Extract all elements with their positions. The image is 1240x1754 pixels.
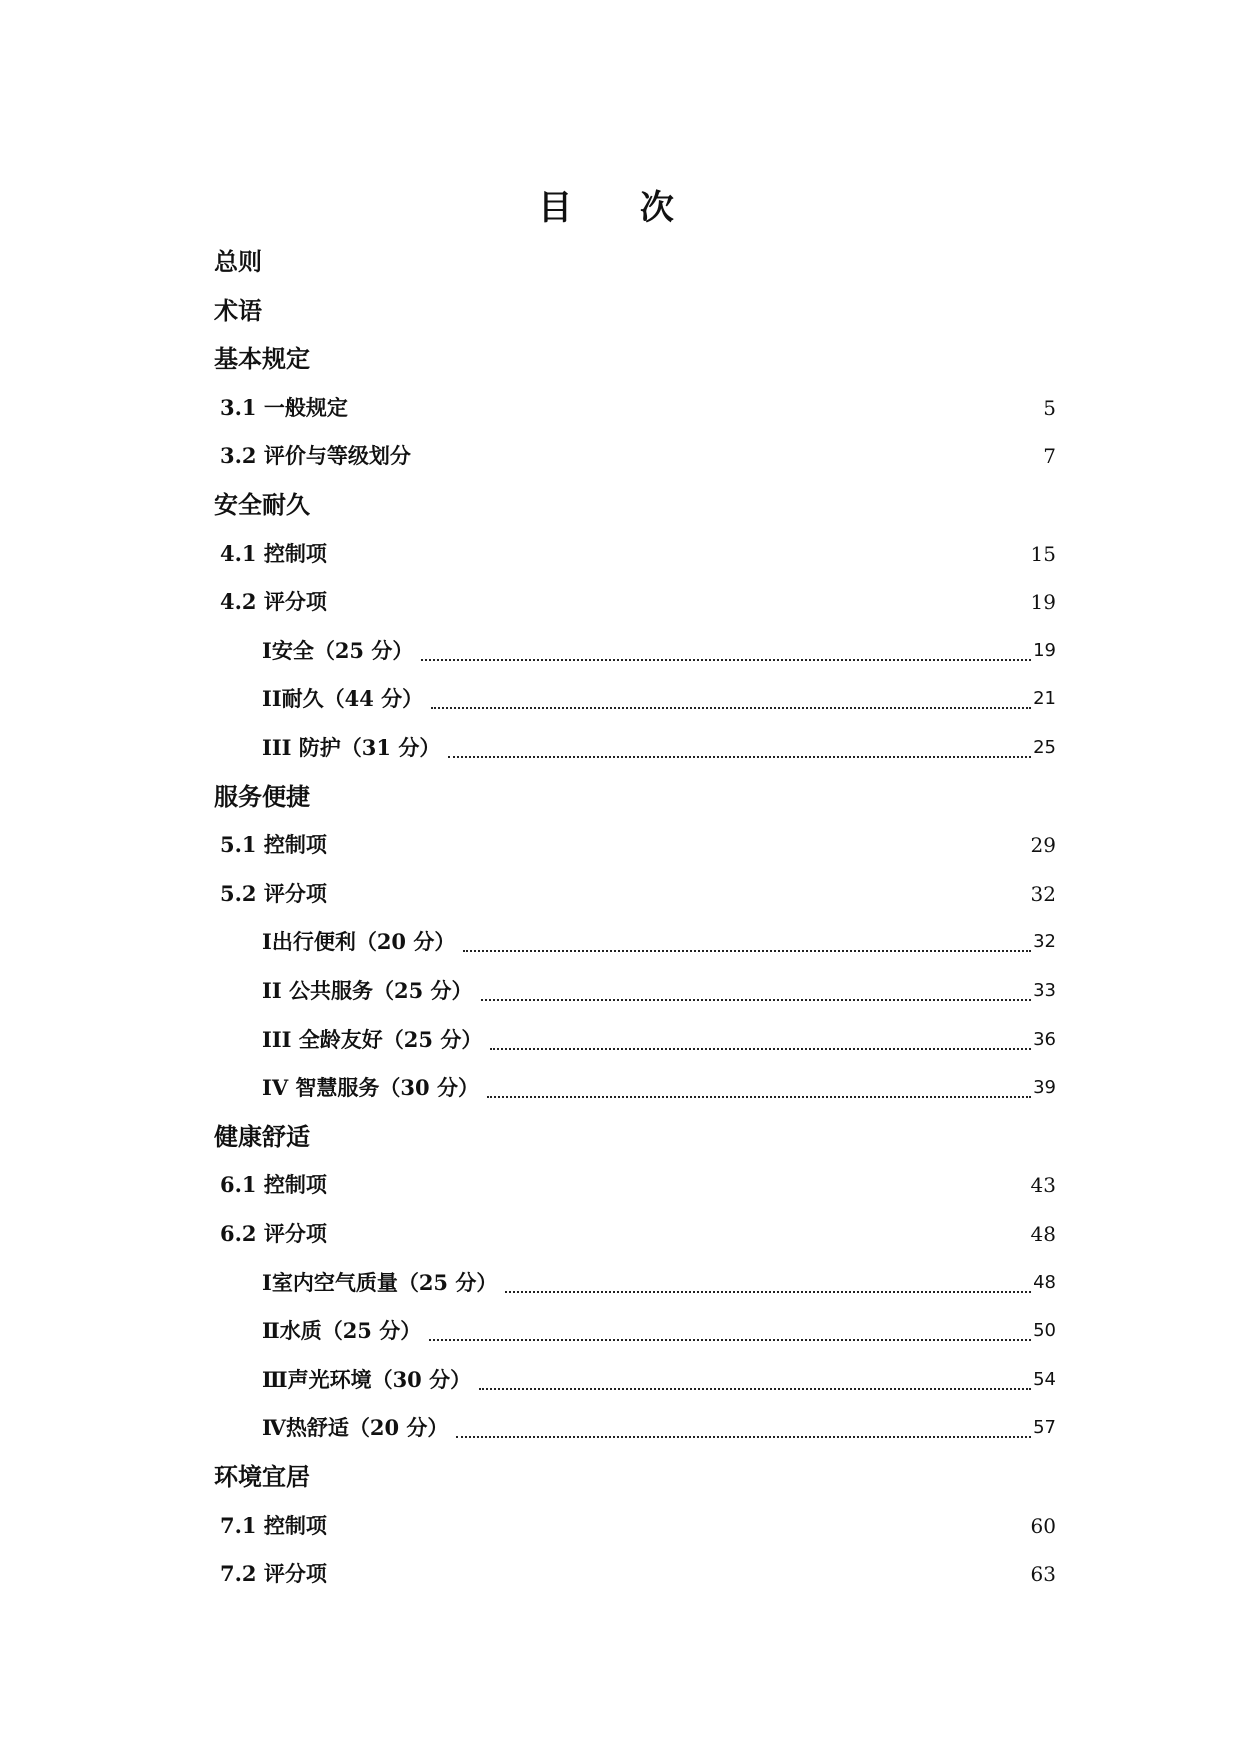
toc-entry-page-number: 32 [1033, 931, 1056, 953]
toc-dot-leader [421, 659, 1031, 661]
toc-entry-page-number: 50 [1033, 1320, 1056, 1342]
toc-entry-label: III 防护（31 分） [262, 735, 441, 760]
toc-entry[interactable] [262, 1313, 1056, 1349]
toc-entry-label: 3.2 评价与等级划分 [220, 443, 411, 469]
toc-entry[interactable] [214, 293, 1056, 329]
toc-entry-page-number: 36 [1033, 1028, 1056, 1050]
toc-entry-label: 环境宜居 [214, 1462, 310, 1491]
toc-dot-leader [448, 756, 1031, 758]
toc-entry-page-number: 15 [1030, 541, 1056, 566]
toc-entry-page-number: 54 [1033, 1368, 1056, 1390]
toc-entry-label: Ⅰ出行便利（20 分） [262, 929, 456, 955]
toc-entry-page-number: 43 [1030, 1173, 1056, 1198]
toc-entry[interactable] [214, 341, 1056, 377]
toc-entry-page-number: 19 [1033, 639, 1056, 661]
toc-entry[interactable] [262, 1070, 1056, 1106]
toc-entry-label: 术语 [214, 295, 262, 325]
toc-entry-label: 基本规定 [214, 344, 310, 374]
toc-entry-label: 7.1 控制项 [220, 1512, 327, 1538]
toc-entry-page-number: 48 [1030, 1222, 1056, 1246]
toc-entry[interactable] [214, 779, 1056, 815]
toc-entry[interactable] [220, 536, 1056, 572]
toc-entry-label: III 全龄友好（25 分） [262, 1026, 483, 1052]
toc-entry-label: Ⅳ热舒适（20 分） [262, 1415, 449, 1441]
toc-entry-page-number: 29 [1030, 833, 1056, 858]
toc-entry-page-number: 32 [1030, 881, 1056, 906]
toc-entry-label: 总则 [214, 247, 262, 276]
toc-entry-label: 健康舒适 [214, 1121, 310, 1151]
toc-entry[interactable] [220, 1556, 1056, 1592]
toc-entry-label: 安全耐久 [214, 490, 310, 519]
toc-entry-page-number: 48 [1033, 1271, 1056, 1293]
toc-entry-label: II 公共服务（25 分） [262, 978, 473, 1003]
toc-entry[interactable] [262, 1362, 1056, 1398]
toc-entry-label: 3.1 一般规定 [220, 394, 348, 420]
toc-entry-label: 4.1 控制项 [220, 540, 327, 566]
toc-entry-label: Ⅲ声光环境（30 分） [262, 1366, 472, 1392]
toc-entry-label: 5.1 控制项 [220, 832, 327, 858]
toc-entry[interactable] [220, 1508, 1056, 1544]
toc-dot-leader [429, 1339, 1031, 1341]
toc-entry-label: I安全（25 分） [262, 637, 414, 663]
toc-entry-page-number: 21 [1033, 688, 1056, 710]
toc-entry-label: IV 智慧服务（30 分） [262, 1075, 479, 1101]
toc-entry[interactable] [220, 584, 1056, 620]
toc-entry[interactable] [220, 390, 1056, 426]
toc-entry[interactable] [220, 438, 1056, 474]
toc-entry-page-number: 19 [1030, 590, 1056, 615]
toc-entry-page-number: 63 [1030, 1562, 1056, 1587]
toc-entry-page-number: 39 [1033, 1077, 1056, 1099]
toc-entry[interactable] [262, 730, 1056, 766]
toc-entry[interactable] [220, 1167, 1056, 1203]
toc-entry-label: 4.2 评分项 [220, 589, 327, 615]
toc-entry-page-number: 25 [1033, 737, 1056, 758]
toc-entry[interactable] [262, 633, 1056, 669]
toc-dot-leader [431, 707, 1031, 709]
toc-entry-page-number: 5 [1043, 395, 1056, 420]
toc-dot-leader [481, 999, 1032, 1001]
toc-entry[interactable] [220, 827, 1056, 863]
toc-entry[interactable] [214, 244, 1056, 280]
toc-entry[interactable] [220, 876, 1056, 912]
toc-entry-label: 6.1 控制项 [220, 1172, 327, 1198]
toc-entry-label: 5.2 评分项 [220, 880, 327, 906]
toc-entry-label: Ⅱ水质（25 分） [262, 1318, 422, 1344]
toc-entry-page-number: 60 [1030, 1513, 1056, 1538]
toc-entry-label: 7.2 评分项 [220, 1561, 327, 1587]
toc-entry-page-number: 33 [1033, 980, 1056, 1001]
toc-dot-leader [456, 1436, 1031, 1438]
toc-entry-label: Ⅰ室内空气质量（25 分） [262, 1269, 498, 1295]
toc-entry[interactable] [262, 681, 1056, 717]
toc-entry-label: II耐久（44 分） [262, 686, 424, 712]
toc-entry[interactable] [214, 487, 1056, 523]
toc-dot-leader [505, 1291, 1031, 1293]
toc-entry[interactable] [262, 973, 1056, 1009]
toc-entry-label: 6.2 评分项 [220, 1221, 327, 1246]
toc-entry[interactable] [262, 924, 1056, 960]
toc-dot-leader [463, 950, 1031, 952]
toc-entry-label: 服务便捷 [214, 781, 310, 811]
toc-entry[interactable] [262, 1410, 1056, 1446]
toc-entry-page-number: 57 [1033, 1417, 1056, 1439]
toc-entry[interactable] [214, 1459, 1056, 1495]
toc-entry[interactable] [262, 1265, 1056, 1301]
toc-dot-leader [479, 1388, 1031, 1390]
toc-dot-leader [490, 1048, 1031, 1050]
page-title: 目 次 [538, 188, 702, 228]
toc-entry[interactable] [220, 1216, 1056, 1252]
toc-entry[interactable] [262, 1022, 1056, 1058]
toc-entry[interactable] [214, 1119, 1056, 1155]
toc-dot-leader [487, 1096, 1031, 1098]
toc-entry-page-number: 7 [1043, 444, 1056, 469]
